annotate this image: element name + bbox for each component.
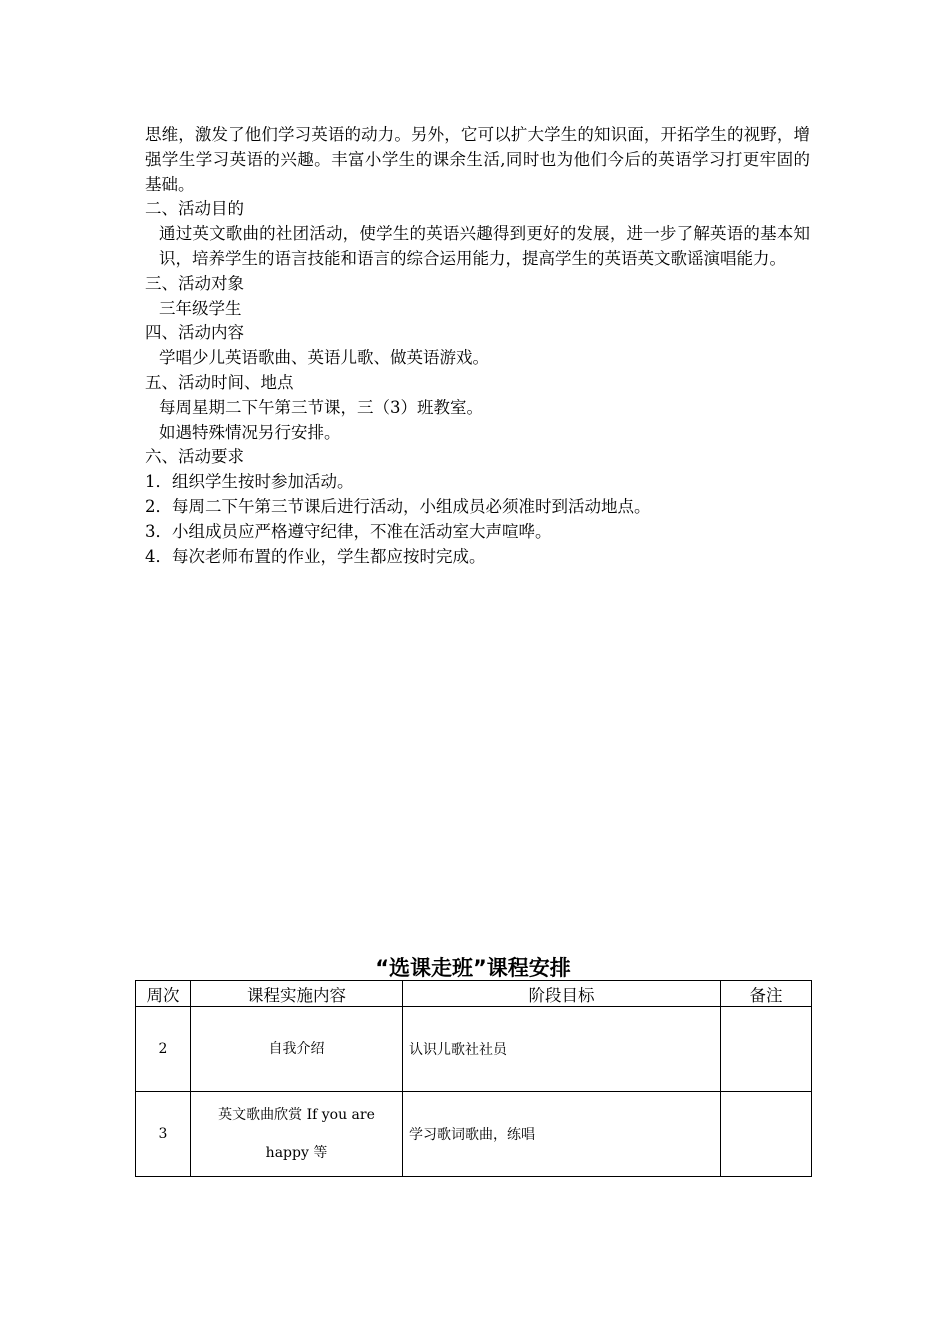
table-row [136,1007,812,1092]
header-content: 课程实施内容 [191,981,403,1007]
cell-content: 英文歌曲欣赏 If you are happy 等 [191,1092,403,1177]
intro-paragraph: 思维，激发了他们学习英语的动力。另外，它可以扩大学生的知识面，开拓学生的视野，增强学生学习英语的兴趣。丰富小学生的课余生活,同时也为他们今后的英语学习打更牢固的基础。 [145,125,810,194]
schedule-title: “选课走班”课程安排 [375,956,571,980]
table-header-row [136,981,812,1007]
time-place-heading: 五、活动时间、地点 [145,372,294,392]
target-heading: 三、活动对象 [145,273,244,293]
cell-week: 2 [136,1007,191,1092]
time-place-line-2: 如遇特殊情况另行安排。 [159,422,341,442]
requirements-heading: 六、活动要求 [145,447,244,467]
cell-goal: 认识儿歌社社员 [403,1007,721,1092]
table-row [136,1092,812,1177]
schedule-table [135,980,812,1177]
content-heading: 四、活动内容 [145,323,244,343]
requirement-item-3: 3．小组成员应严格遵守纪律，不准在活动室大声喧哗。 [145,521,552,541]
time-place-line-1: 每周星期二下午第三节课，三（3）班教室。 [159,397,483,417]
target-text: 三年级学生 [159,298,242,318]
cell-week: 3 [136,1092,191,1177]
requirement-item-2: 2．每周二下午第三节课后进行活动，小组成员必须准时到活动地点。 [145,496,651,516]
plan-body [145,123,810,569]
header-note: 备注 [721,981,812,1007]
requirement-item-1: 1．组织学生按时参加活动。 [145,472,354,492]
cell-content: 自我介绍 [191,1007,403,1092]
cell-goal: 学习歌词歌曲，练唱 [403,1092,721,1177]
purpose-heading: 二、活动目的 [145,199,244,219]
cell-note [721,1092,812,1177]
header-week: 周次 [136,981,191,1007]
cell-note [721,1007,812,1092]
header-goal: 阶段目标 [403,981,721,1007]
requirement-item-4: 4．每次老师布置的作业，学生都应按时完成。 [145,546,486,566]
purpose-text: 通过英文歌曲的社团活动，使学生的英语兴趣得到更好的发展，进一步了解英语的基本知识，培养学生的语言技能和语言的综合运用能力，提高学生的英语英文歌谣演唱能力。 [159,224,810,268]
content-text: 学唱少儿英语歌曲、英语儿歌、做英语游戏。 [159,348,489,368]
